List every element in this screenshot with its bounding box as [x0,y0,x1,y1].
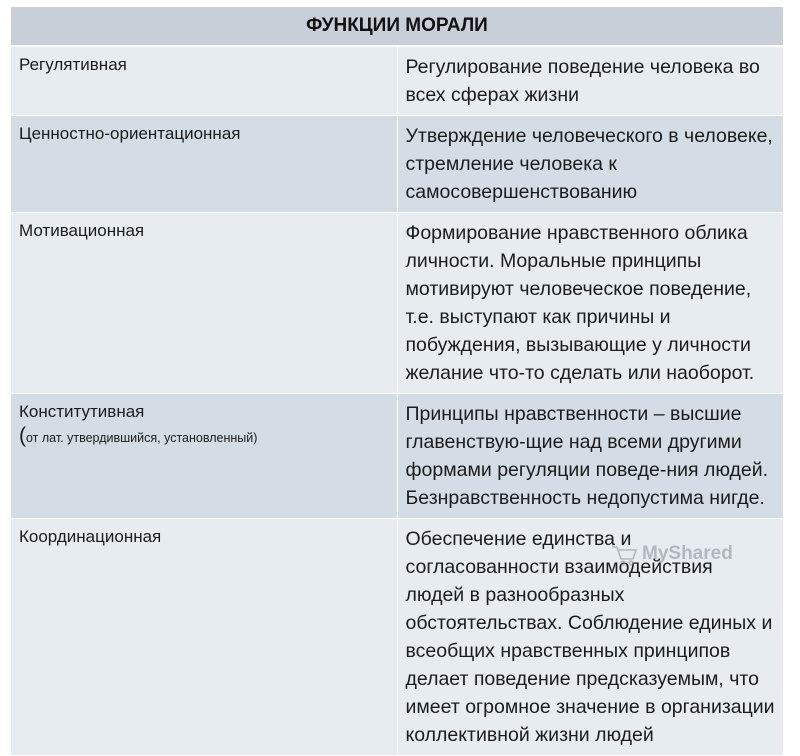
functions-table [10,6,784,756]
function-description: Утверждение человеческого в человеке, стремление человека к самосовершенствованию [397,116,784,213]
table-row-coordination [11,519,784,756]
function-description: Регулирование поведение человека во всех сферах жизни [397,46,784,116]
note-text: от лат. утвердившийся, установленный) [26,431,258,445]
function-description: Формирование нравственного облика личности. Моральные принципы мотивируют человеческое поведение, т.е. выступают как причины и побуждения, вызывающие у личности желание что-то сделать или наоборот. [397,213,784,394]
watermark-text: MyShared [642,543,733,564]
note-open-paren: ( [19,424,26,447]
function-name: Мотивационная [11,213,398,394]
function-name: Ценностно-ориентационная [11,116,398,213]
function-description: Принципы нравственности – высшие главенствую-щие над всеми другими формами регуляции поведе-ния людей. Безнравственность недопустима нигде. [397,394,784,519]
table-row-motivational [11,213,784,394]
table-row-regulative [11,46,784,116]
function-note [19,424,389,449]
table-row-constitutive [11,394,784,519]
table-header-row [11,7,784,47]
table-title: ФУНКЦИИ МОРАЛИ [11,7,784,47]
function-name-cell [11,394,398,519]
function-description: Обеспечение единства и согласованности взаимодействия людей в разнообразных обстоятельствах. Соблюдение единых и всеобщих нравственных принципов делает поведение предсказуемым, что имеет огромное значение в организации коллективной жизни людей [397,519,784,756]
function-name: Регулятивная [11,46,398,116]
function-name: Координационная [11,519,398,756]
table-row-value-orientation [11,116,784,213]
function-name: Конститутивная [19,402,145,421]
